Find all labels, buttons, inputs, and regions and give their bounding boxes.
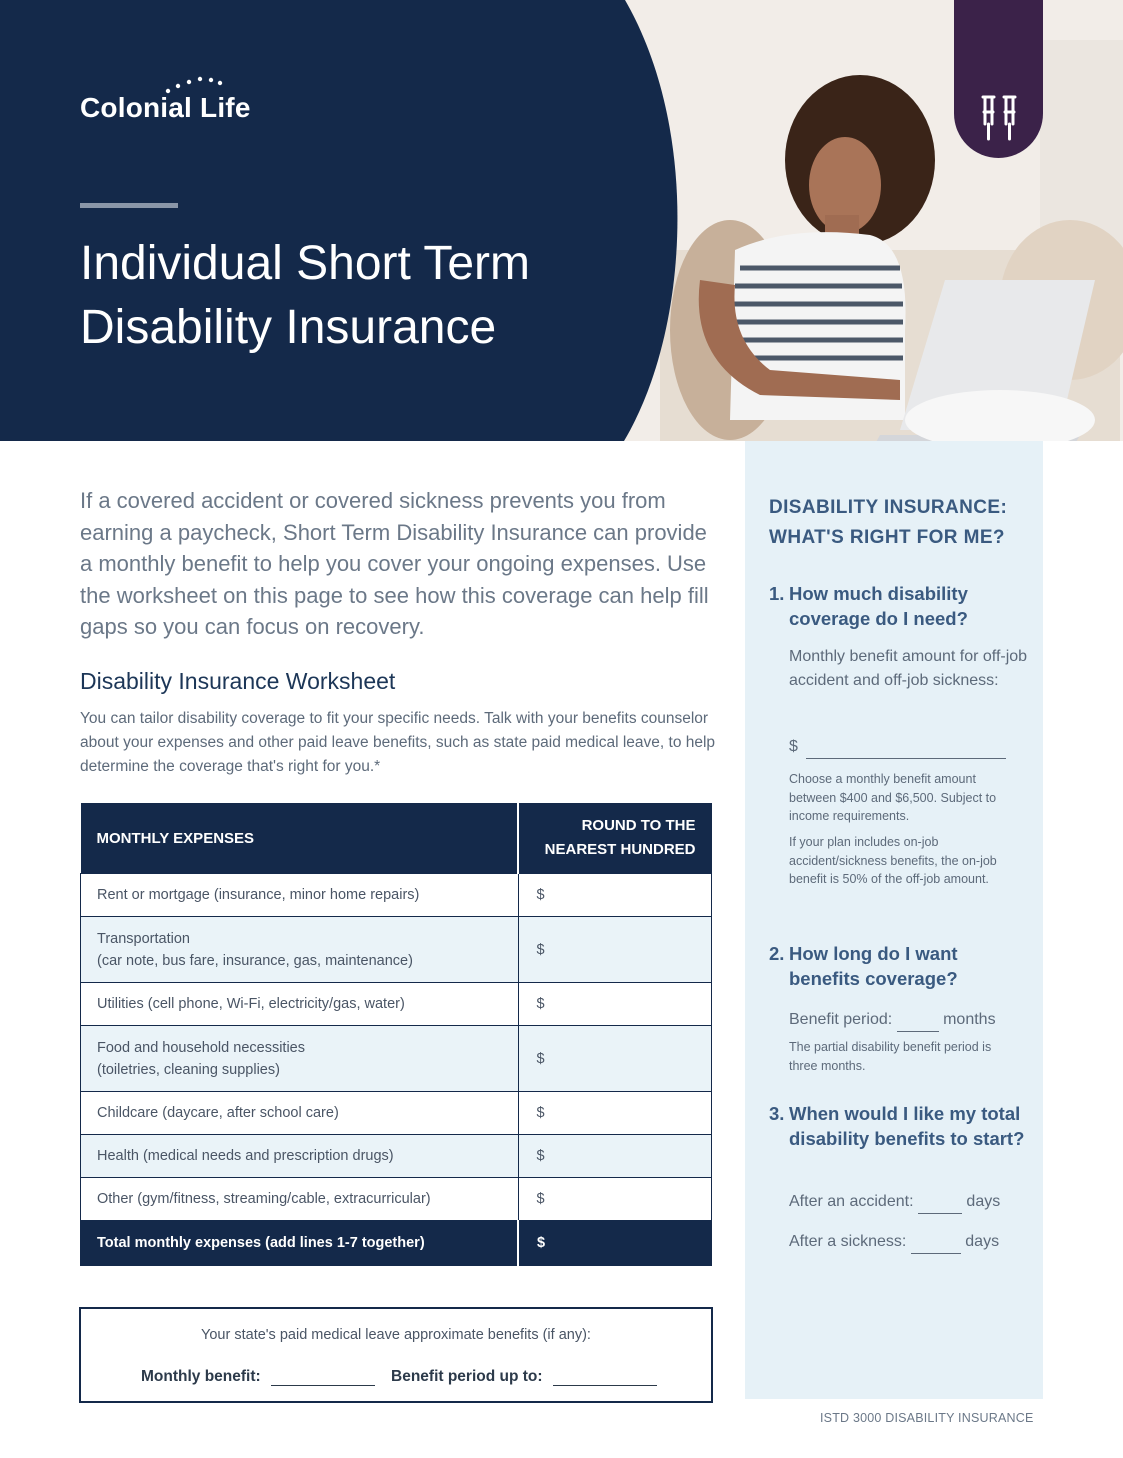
sidebar-heading [769,493,1029,553]
intro-paragraph: If a covered accident or covered sickness prevents you from earning a paycheck, Short Term Disability Insurance can provide a monthly benefit to help you cover your ongoing expenses. Use the worksheet on this page to see how this coverage can help fill gaps so you can focus on recovery. [80,488,709,639]
question-1-number: 1. [769,583,785,604]
monthly-benefit-field[interactable] [141,1368,375,1386]
sidebar [745,441,1043,1399]
footer-code: ISTD 3000 DISABILITY INSURANCE [820,1411,1034,1425]
expense-label-detail: (car note, bus fare, insurance, gas, maintenance) [97,952,413,969]
expense-label [81,1178,519,1221]
question-3-number: 3. [769,1103,785,1124]
q3-sickness-blank[interactable] [911,1237,961,1254]
q3-sickness-unit: days [965,1233,1000,1250]
q1-amount-blank[interactable] [806,742,1006,759]
table-row [81,983,712,1026]
worksheet-description: You can tailor disability coverage to fit your specific needs. Talk with your benefits counselor about your expenses and other paid leave benefits, such as state paid medical leave, to help determine the coverage that's right for you.* [80,710,716,775]
amount-field[interactable]: $ [518,1026,712,1092]
table-header-row [81,803,712,874]
table-row [81,1026,712,1092]
worksheet-title: Disability Insurance Worksheet [80,668,396,694]
q2-period-label: Benefit period: [789,1011,893,1028]
table-row [81,1135,712,1178]
q3-sickness-label: After a sickness: [789,1233,907,1250]
question-2-number: 2. [769,943,785,964]
expense-label [81,1026,519,1092]
expense-label-line: Health (medical needs and prescription drugs) [97,1148,394,1164]
expense-label [81,917,519,983]
q3-sickness-field[interactable] [789,1230,1029,1254]
q2-period-field[interactable] [789,1008,1029,1032]
q1-note-1: Choose a monthly benefit amount between $400 and $6,500. Subject to income requirements. [789,772,997,823]
table-row [81,874,712,917]
question-2-text: How long do I want benefits coverage? [789,943,958,989]
hero-banner [0,0,1123,441]
expense-label-line: Transportation [97,930,190,947]
table-row [81,1178,712,1221]
benefit-period-blank[interactable] [553,1369,657,1386]
table-row [81,917,712,983]
page-title [80,232,640,360]
sidebar-heading-line-1: DISABILITY INSURANCE: [769,497,1008,518]
expense-label-line: Childcare (daycare, after school care) [97,1105,339,1121]
header-round [518,803,712,874]
q2-period-blank[interactable] [897,1015,939,1032]
category-tab [954,0,1043,158]
benefit-period-label: Benefit period up to: [391,1368,543,1385]
expenses-table [80,803,712,1266]
q1-note-2: If your plan includes on-job accident/sickness benefits, the on-job benefit is 50% of the off-job amount. [789,835,997,886]
benefit-period-field[interactable] [391,1368,657,1386]
table-row [81,1092,712,1135]
total-amount-field[interactable]: $ [518,1221,712,1266]
expense-label-line: Utilities (cell phone, Wi-Fi, electricity/gas, water) [97,996,405,1012]
table-total-row [81,1221,712,1266]
title-line-1: Individual Short Term [80,237,530,290]
expense-label [81,1135,519,1178]
q1-amount-field[interactable] [789,735,1029,759]
q3-accident-unit: days [966,1193,1001,1210]
expense-label-line: Other (gym/fitness, streaming/cable, extracurricular) [97,1191,431,1207]
amount-field[interactable]: $ [518,1092,712,1135]
title-line-2: Disability Insurance [80,301,497,354]
question-3-text: When would I like my total disability benefits to start? [789,1103,1025,1149]
amount-field[interactable]: $ [518,917,712,983]
expense-label [81,1092,519,1135]
q2-period-unit: months [943,1011,996,1028]
q1-dollar-sign: $ [789,738,798,755]
header-monthly-expenses: MONTHLY EXPENSES [81,803,519,874]
question-1-text: How much disability coverage do I need? [789,583,968,629]
state-leave-text: Your state's paid medical leave approximate benefits (if any): [201,1327,591,1343]
amount-field[interactable]: $ [518,1178,712,1221]
expense-label-line: Rent or mortgage (insurance, minor home repairs) [97,887,420,903]
crutches-icon [980,94,1018,142]
amount-field[interactable]: $ [518,983,712,1026]
title-rule [80,203,178,208]
amount-field[interactable]: $ [518,874,712,917]
monthly-benefit-blank[interactable] [271,1369,375,1386]
q3-accident-field[interactable] [789,1190,1029,1214]
total-label: Total monthly expenses (add lines 1-7 together) [81,1221,519,1266]
header-round-line-1: ROUND TO THE [581,817,696,834]
q1-subtext: Monthly benefit amount for off-job accident and off-job sickness: [789,648,1028,689]
expense-label-line: Food and household necessities [97,1039,305,1056]
q3-accident-blank[interactable] [918,1197,962,1214]
state-leave-box [79,1307,713,1403]
q2-note: The partial disability benefit period is three months. [789,1040,992,1073]
expense-label [81,983,519,1026]
brand-logo: Colonial Life [80,92,251,123]
expense-label-detail: (toiletries, cleaning supplies) [97,1061,280,1078]
header-round-line-2: NEAREST HUNDRED [544,841,696,858]
amount-field[interactable]: $ [518,1135,712,1178]
monthly-benefit-label: Monthly benefit: [141,1368,261,1385]
q3-accident-label: After an accident: [789,1193,914,1210]
sidebar-heading-line-2: WHAT'S RIGHT FOR ME? [769,527,1005,548]
expense-label [81,874,519,917]
